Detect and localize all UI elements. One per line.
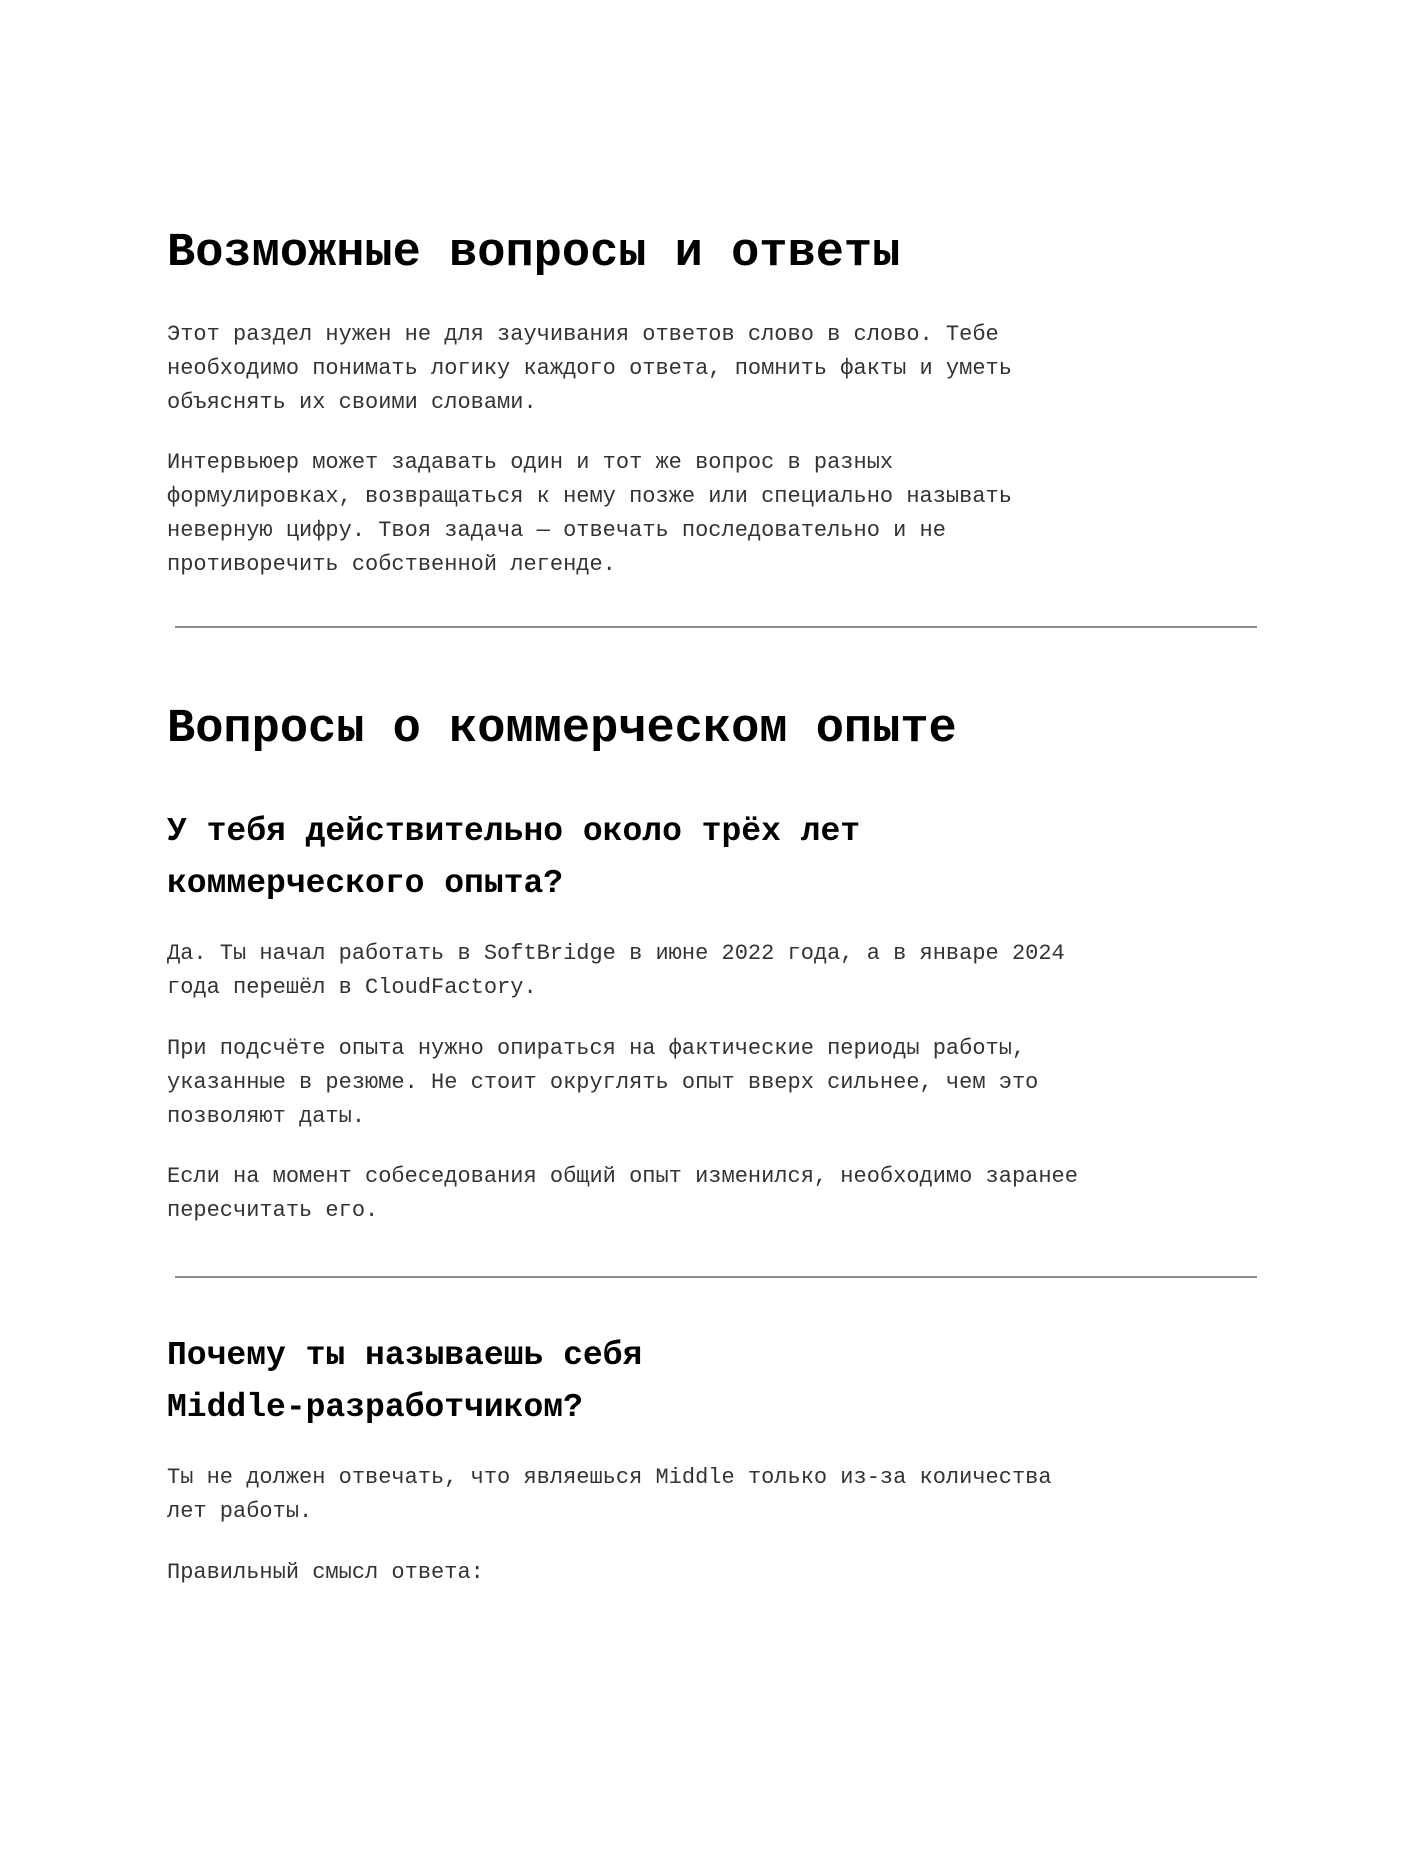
divider [175,1276,1257,1278]
question-heading-experience [167,806,1257,910]
text-line: противоречить собственной легенде. [167,552,616,577]
text-line: Ты не должен отвечать, что являешься Middle только из-за количества [167,1465,1052,1490]
intro-paragraph-1 [167,318,1257,420]
heading-line: У тебя действительно около трёх лет [167,813,861,850]
text-line: указанные в резюме. Не стоит округлять опыт вверх сильнее, чем это [167,1070,1039,1095]
text-line: объяснять их своими словами. [167,390,537,415]
answer-paragraph-2 [167,1032,1257,1134]
text-line: пересчитать его. [167,1198,379,1223]
divider [175,626,1257,628]
text-line: позволяют даты. [167,1104,366,1129]
heading-line: коммерческого опыта? [167,865,564,902]
section-title-possible-questions: Возможные вопросы и ответы [167,227,901,280]
question-heading-middle [167,1330,1257,1434]
text-line: Да. Ты начал работать в SoftBridge в июне 2022 года, а в январе 2024 [167,941,1065,966]
text-line: Правильный смысл ответа: [167,1560,484,1585]
answer-paragraph-middle-2 [167,1556,1257,1590]
text-line: формулировках, возвращаться к нему позже или специально называть [167,484,1012,509]
text-line: Этот раздел нужен не для заучивания ответов слово в слово. Тебе [167,322,999,347]
text-line: лет работы. [167,1499,313,1524]
text-line: Если на момент собеседования общий опыт изменился, необходимо заранее [167,1164,1078,1189]
answer-paragraph-middle-1 [167,1461,1257,1529]
intro-paragraph-2 [167,446,1257,582]
text-line: неверную цифру. Твоя задача — отвечать последовательно и не [167,518,946,543]
heading-line: Почему ты называешь себя [167,1337,643,1374]
text-line: При подсчёте опыта нужно опираться на фактические периоды работы, [167,1036,1026,1061]
answer-paragraph-1 [167,937,1257,1005]
text-line: необходимо понимать логику каждого ответа, помнить факты и уметь [167,356,1012,381]
text-line: года перешёл в CloudFactory. [167,975,537,1000]
section-title-commercial-experience: Вопросы о коммерческом опыте [167,703,957,756]
text-line: Интервьюер может задавать один и тот же вопрос в разных [167,450,894,475]
heading-line: Middle-разработчиком? [167,1389,583,1426]
answer-paragraph-3 [167,1160,1257,1228]
